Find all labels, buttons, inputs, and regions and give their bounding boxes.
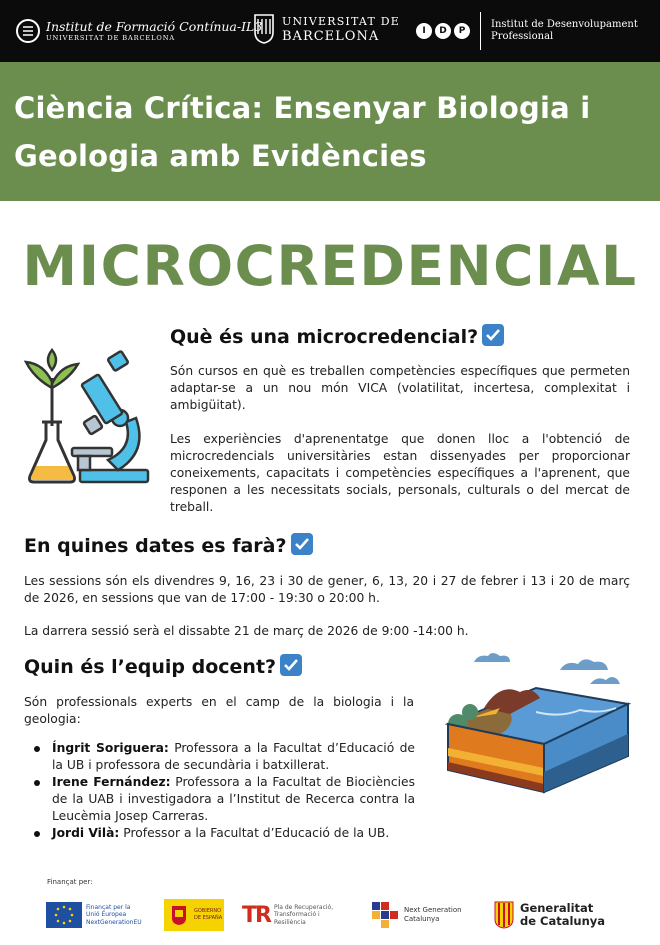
team-heading-text: Quin és l’equip docent? [24, 656, 277, 678]
next-generation-catalunya-logo[interactable] [372, 895, 464, 935]
eu-flag-icon [46, 902, 82, 928]
course-title: Ciència Crítica: Ensenyar Biologia i Geologia amb Evidències [14, 91, 591, 173]
what-heading [170, 324, 504, 350]
eu-logo[interactable] [46, 895, 142, 935]
idp-line2: Professional [491, 31, 554, 42]
il3-logo[interactable] [16, 14, 262, 48]
spain-government-logo[interactable] [164, 895, 224, 935]
ub-line2: BARCELONA [282, 28, 380, 44]
il3-name: Institut de Formació Contínua-IL3 [46, 19, 263, 34]
checkbox-icon [291, 533, 313, 555]
team-heading [24, 654, 302, 680]
member-desc: Professora a la Facultat de Biociències de la UAB i investigadora a l’Institut de Recerca contra la Leucèmia Josep Carreras. [52, 775, 415, 823]
idp-letter-p: P [454, 23, 470, 39]
next-generation-text: Next Generation Catalunya [404, 906, 462, 923]
title-banner [0, 62, 660, 201]
dates-heading-text: En quines dates es farà? [24, 535, 287, 557]
checkbox-icon [280, 654, 302, 676]
idp-line1: Institut de Desenvolupament [491, 18, 638, 30]
spain-crest-icon [170, 904, 188, 926]
dates-paragraph-2: La darrera sessió serà el dissabte 21 de març de 2026 de 9:00 -14:00 h. [24, 624, 469, 638]
what-heading-text: Què és una microcredencial? [170, 326, 479, 348]
recovery-plan-logo[interactable] [242, 895, 344, 935]
idp-mark [416, 23, 470, 39]
what-paragraph-2: Les experiències d'aprenentatge que donen lloc a l'obtenció de microcredencials universitàries estan dissenyades per proporcionar coneixements, capacitats i competències específiques a l'aprenent, que responen a les necessitats socials, personals, culturals o del mercat de treball. [170, 432, 630, 514]
member-desc: Professora a la Facultat d’Educació de la UB i professora de secundària i batxillerat. [52, 741, 415, 772]
generalitat-line2: de Catalunya [520, 914, 606, 928]
team-intro: Són professionals experts en el camp de la biologia i la geologia: [24, 695, 414, 726]
next-generation-mark-icon [372, 902, 398, 928]
spain-text: GOBIERNO DE ESPAÑA [194, 907, 223, 921]
member-name: Íngrit Soriguera: [52, 741, 169, 755]
member-name: Jordi Vilà: [52, 826, 120, 840]
main-title: MICROCREDENCIAL [22, 234, 638, 298]
geology-landscape-illustration [440, 652, 640, 800]
lab-plant-microscope-icon [22, 348, 152, 486]
recovery-text: Pla de Recuperació, Transformació i Resiliència [273, 903, 334, 926]
il3-badge-icon [16, 19, 40, 43]
ub-line1: UNIVERSITAT DE [282, 14, 400, 28]
dates-heading [24, 533, 313, 559]
idp-letter-i: I [416, 23, 432, 39]
generalitat-line1: Generalitat [520, 901, 594, 915]
generalitat-logo[interactable] [494, 895, 605, 935]
sponsor-logos [46, 895, 646, 935]
eu-text: Finançat per la Unió Europea NextGenerationEU [86, 903, 142, 926]
generalitat-crest-icon [494, 901, 514, 929]
team-list [30, 740, 415, 842]
header-bar [0, 0, 660, 62]
il3-university: UNIVERSITAT DE BARCELONA [46, 34, 176, 42]
member-desc: Professor a la Facultat d’Educació de la UB. [119, 826, 390, 840]
funded-by-label: Finançat per: [47, 878, 93, 886]
list-item [30, 740, 415, 774]
ub-logo[interactable] [254, 14, 400, 44]
tr-mark-icon: TR [242, 902, 270, 928]
member-name: Irene Fernández: [52, 775, 171, 789]
idp-logo[interactable] [416, 12, 638, 50]
checkbox-icon [482, 324, 504, 346]
idp-letter-d: D [435, 23, 451, 39]
list-item [30, 825, 415, 842]
list-item [30, 774, 415, 825]
ub-shield-icon [254, 14, 274, 44]
what-paragraph-1: Són cursos en què es treballen competències específiques que permeten adaptar-se a un nou món VICA (volatilitat, incertesa, complexitat i ambigüitat). [170, 364, 630, 412]
idp-divider [480, 12, 481, 50]
dates-paragraph-1: Les sessions són els divendres 9, 16, 23 i 30 de gener, 6, 13, 20 i 27 de febrer i 13 i 20 de març de 2026, en sessions que van de 17:00 - 19:30 o 20:00 h. [24, 574, 630, 605]
